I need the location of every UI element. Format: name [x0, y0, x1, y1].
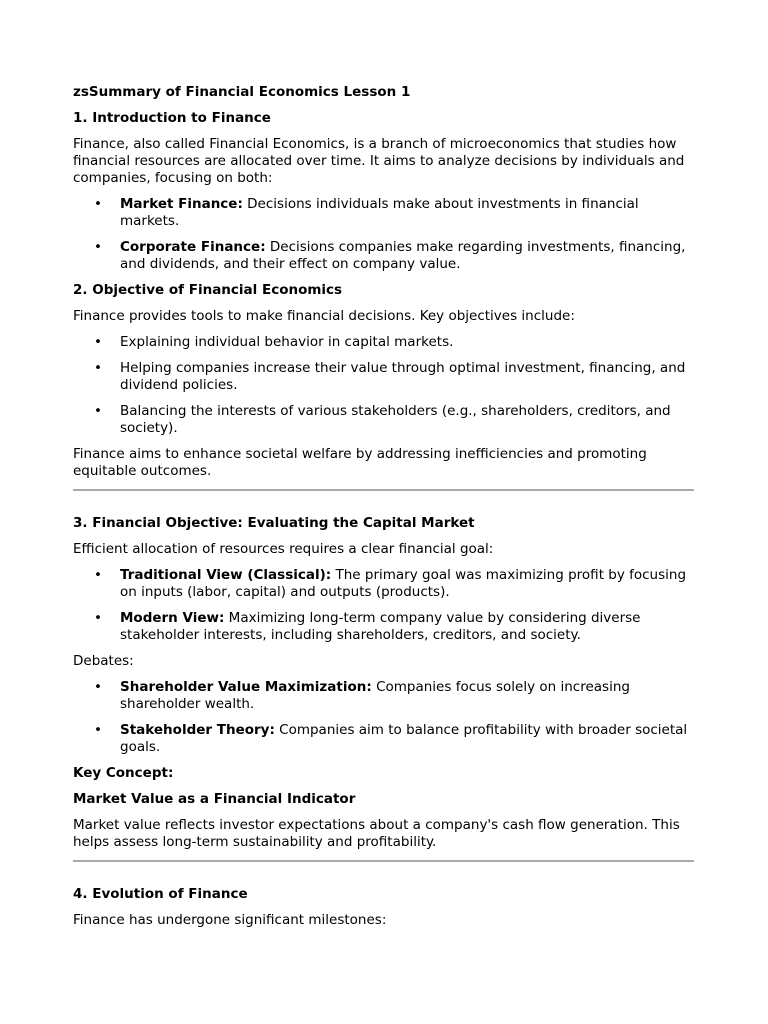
section-divider — [73, 489, 694, 491]
list-item — [73, 722, 694, 756]
item-lead: Stakeholder Theory: — [120, 722, 275, 738]
bullet-icon: • — [94, 334, 102, 350]
debates-list — [73, 679, 694, 756]
list-item — [73, 360, 694, 394]
key-concept-label: Key Concept: — [73, 765, 174, 781]
bullet-icon: • — [94, 196, 102, 212]
item-text: Helping companies increase their value through optimal investment, financing, and dividend policies. — [120, 360, 686, 393]
section-2-heading: 2. Objective of Financial Economics — [73, 282, 343, 298]
debates-label: Debates: — [73, 653, 134, 669]
item-text: Decisions individuals make about investments in financial markets. — [120, 196, 639, 229]
list-item — [73, 334, 694, 351]
bullet-icon: • — [94, 722, 102, 738]
section-4-intro: Finance has undergone significant milestones: — [73, 912, 387, 928]
section-4-heading: 4. Evolution of Finance — [73, 886, 248, 902]
section-3-intro: Efficient allocation of resources requires a clear financial goal: — [73, 541, 494, 557]
bullet-icon: • — [94, 679, 102, 695]
item-text: Decisions companies make regarding investments, financing, and dividends, and their effect on company value. — [120, 239, 686, 272]
section-2-closing: Finance aims to enhance societal welfare by addressing inefficiencies and promoting equitable outcomes. — [73, 446, 647, 479]
section-3-list — [73, 567, 694, 644]
document-page — [73, 84, 694, 938]
item-lead: Traditional View (Classical): — [120, 567, 332, 583]
section-1-intro: Finance, also called Financial Economics, is a branch of microeconomics that studies how financial resources are allocated over time. It aims to analyze decisions by individuals and companies, focusing on both: — [73, 136, 685, 186]
item-text: Companies focus solely on increasing shareholder wealth. — [120, 679, 630, 712]
section-2-list — [73, 334, 694, 437]
item-text: The primary goal was maximizing profit by focusing on inputs (labor, capital) and outputs (products). — [120, 567, 687, 600]
list-item — [73, 567, 694, 601]
section-1-heading: 1. Introduction to Finance — [73, 110, 271, 126]
list-item — [73, 610, 694, 644]
item-lead: Corporate Finance: — [120, 239, 266, 255]
item-text: Companies aim to balance profitability with broader societal goals. — [120, 722, 688, 755]
item-lead: Shareholder Value Maximization: — [120, 679, 372, 695]
bullet-icon: • — [94, 403, 102, 419]
bullet-icon: • — [94, 567, 102, 583]
key-concept-subheading: Market Value as a Financial Indicator — [73, 791, 356, 807]
item-text: Balancing the interests of various stakeholders (e.g., shareholders, creditors, and society). — [120, 403, 671, 436]
item-text: Maximizing long-term company value by considering diverse stakeholder interests, including shareholders, creditors, and society. — [120, 610, 641, 643]
list-item — [73, 403, 694, 437]
list-item — [73, 196, 694, 230]
document-title: zsSummary of Financial Economics Lesson 1 — [73, 84, 411, 100]
section-3-heading: 3. Financial Objective: Evaluating the Capital Market — [73, 515, 475, 531]
item-lead: Market Finance: — [120, 196, 243, 212]
bullet-icon: • — [94, 610, 102, 626]
section-3-closing: Market value reflects investor expectations about a company's cash flow generation. This helps assess long-term sustainability and profitability. — [73, 817, 680, 850]
list-item — [73, 239, 694, 273]
section-divider — [73, 860, 694, 862]
item-lead: Modern View: — [120, 610, 225, 626]
item-text: Explaining individual behavior in capital markets. — [120, 334, 454, 350]
bullet-icon: • — [94, 239, 102, 255]
bullet-icon: • — [94, 360, 102, 376]
list-item — [73, 679, 694, 713]
section-1-list — [73, 196, 694, 273]
section-2-intro: Finance provides tools to make financial decisions. Key objectives include: — [73, 308, 575, 324]
